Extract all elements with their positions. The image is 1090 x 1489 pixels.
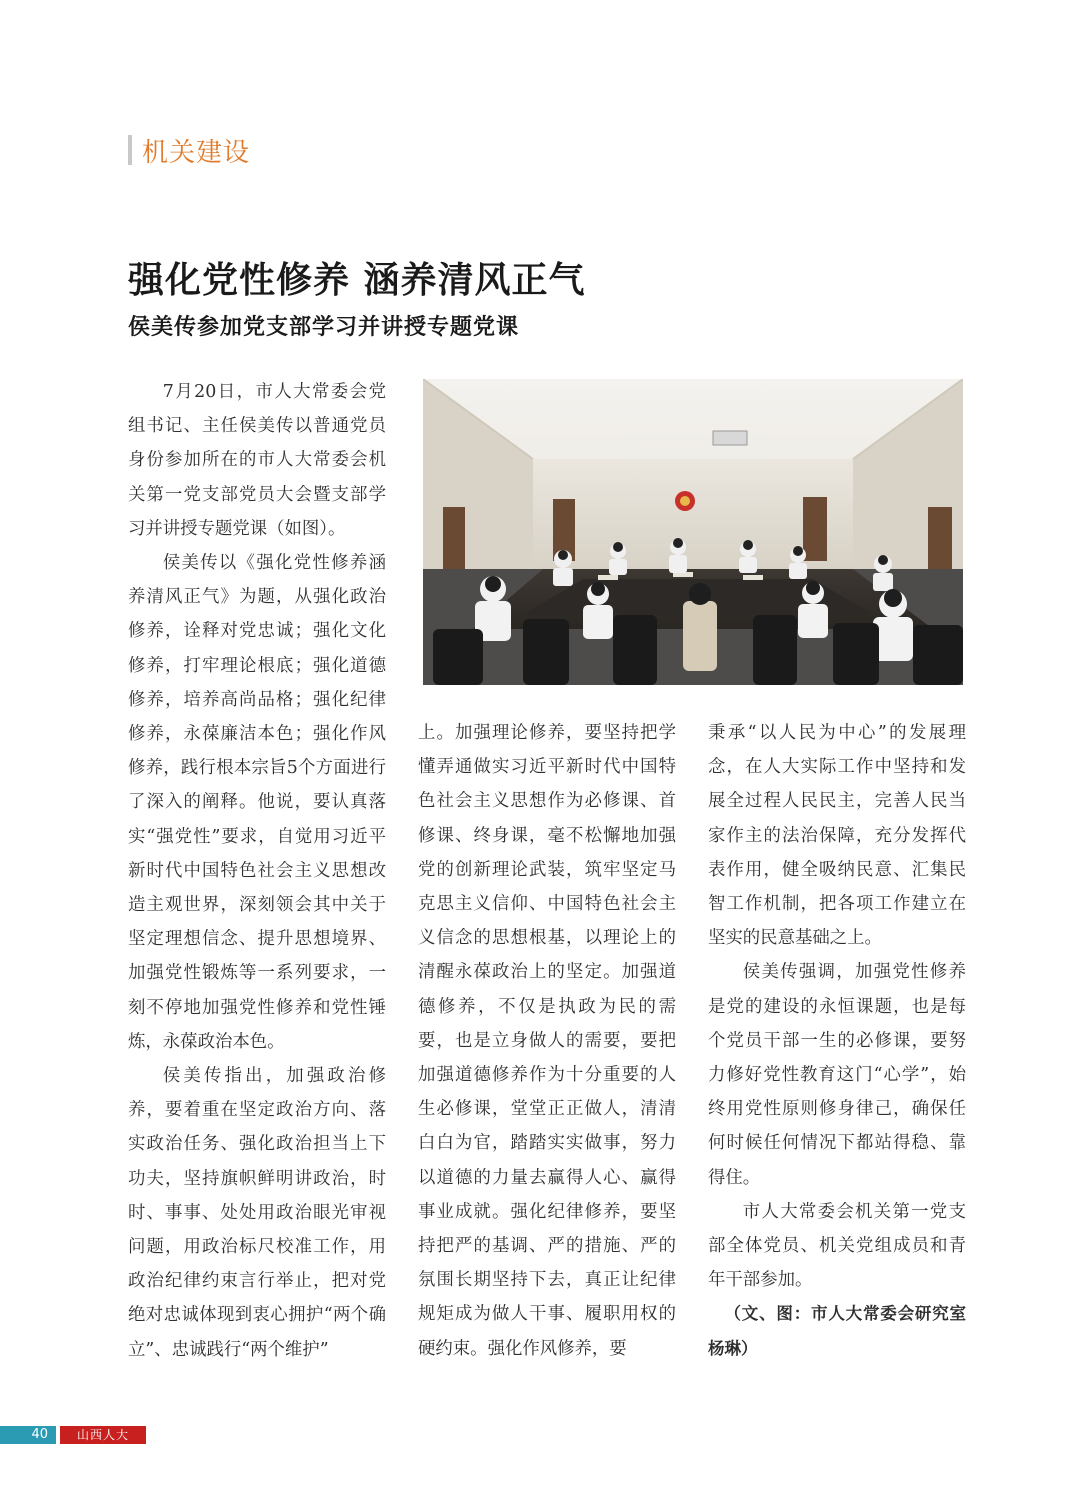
paragraph: 侯美传指出，加强政治修养，要着重在坚定政治方向、落实政治任务、强化政治担当上下功夫，坚持旗帜鲜明讲政治，时时、事事、处处用政治眼光审视问题，用政治标尺校准工作，用政治纪律约束言行举止，把对党绝对忠诚体现到衷心拥护“两个确立”、忠诚践行“两个维护” [128, 1066, 386, 1360]
paragraph: 市人大常委会机关第一党支部全体党员、机关党组成员和青年干部参加。 [708, 1201, 966, 1291]
section-label: 机关建设 [142, 137, 251, 168]
meeting-photo [423, 379, 963, 685]
paragraph: 7月20日，市人大常委会党组书记、主任侯美传以普通党员身份参加所在的市人大常委会机关第一党支部党员大会暨支部学习并讲授专题党课（如图）。 [128, 382, 386, 539]
column-1 [128, 375, 386, 1367]
article-subtitle: 侯美传参加党支部学习并讲授专题党课 [128, 314, 520, 340]
paragraph: 上。加强理论修养，要坚持把学懂弄通做实习近平新时代中国特色社会主义思想作为必修课、首修课、终身课，毫不松懈地加强党的创新理论武装，筑牢坚定马克思主义信仰、中国特色社会主义信念的思想根基，以理论上的清醒永葆政治上的坚定。加强道德修养，不仅是执政为民的需要，也是立身做人的需要，要把加强道德修养作为十分重要的人生必修课，堂堂正正做人，清清白白为官，踏踏实实做事，努力以道德的力量去赢得人心、赢得事业成就。强化纪律修养，要坚持把严的基调、严的措施、严的氛围长期坚持下去，真正让纪律规矩成为做人干事、履职用权的硬约束。强化作风修养，要 [418, 723, 676, 1359]
publication-logo: 山西人大 [60, 1426, 146, 1444]
column-2 [418, 716, 676, 1366]
section-bar [128, 135, 132, 165]
paragraph: 秉承“以人民为中心”的发展理念，在人大实际工作中坚持和发展全过程人民民主，完善人民当家作主的法治保障，充分发挥代表作用，健全吸纳民意、汇集民智工作机制，把各项工作建立在坚实的民意基础之上。 [708, 723, 966, 949]
paragraph: 侯美传以《强化党性修养涵养清风正气》为题，从强化政治修养，诠释对党忠诚；强化文化修养，打牢理论根底；强化道德修养，培养高尚品格；强化纪律修养，永葆廉洁本色；强化作风修养，践行根本宗旨5个方面进行了深入的阐释。他说，要认真落实“强党性”要求，自觉用习近平新时代中国特色社会主义思想改造主观世界，深刻领会其中关于坚定理想信念、提升思想境界、加强党性锻炼等一系列要求，一刻不停地加强党性修养和党性锤炼，永葆政治本色。 [128, 553, 386, 1052]
byline: （文、图：市人大常委会研究室 杨琳） [708, 1304, 966, 1358]
paragraph: 侯美传强调，加强党性修养是党的建设的永恒课题，也是每个党员干部一生的必修课，要努力修好党性教育这门“心学”，始终用党性原则修身律己，确保任何时候任何情况下都站得稳、靠得住。 [708, 962, 966, 1188]
column-3 [708, 716, 966, 1366]
section-tag [128, 134, 250, 166]
page-number: 40 [0, 1426, 56, 1444]
article-title: 强化党性修养 涵养清风正气 [128, 260, 586, 301]
